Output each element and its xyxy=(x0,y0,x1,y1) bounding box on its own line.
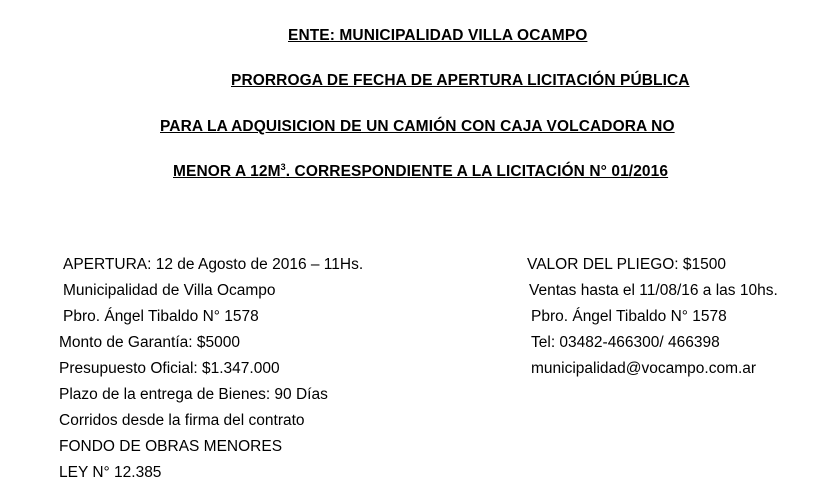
header-correspondiente xyxy=(173,163,668,181)
valor-pliego-text: VALOR DEL PLIEGO: $1500 xyxy=(527,256,727,273)
header-prorroga: PRORROGA DE FECHA DE APERTURA LICITACIÓN PÚBLICA xyxy=(231,72,690,89)
header-menor-text: MENOR A 12M xyxy=(173,163,281,180)
apertura-text: APERTURA: 12 de Agosto de 2016 – 11Hs. xyxy=(63,256,364,273)
garantia-text: Monto de Garantía: $5000 xyxy=(59,334,240,351)
presupuesto-text: Presupuesto Oficial: $1.347.000 xyxy=(59,360,280,377)
corridos-text: Corridos desde la firma del contrato xyxy=(59,412,305,429)
ventas-text: Ventas hasta el 11/08/16 a las 10hs. xyxy=(529,282,778,299)
header-superscript: 3 xyxy=(280,161,286,172)
telefono-text: Tel: 03482-466300/ 466398 xyxy=(531,334,720,351)
header-licitacion-text: . CORRESPONDIENTE A LA LICITACIÓN N° 01/2016 xyxy=(285,163,669,180)
direccion-left-text: Pbro. Ángel Tibaldo N° 1578 xyxy=(63,308,259,325)
direccion-right-text: Pbro. Ángel Tibaldo N° 1578 xyxy=(531,308,727,325)
ley-text: LEY N° 12.385 xyxy=(59,464,162,481)
municipalidad-text: Municipalidad de Villa Ocampo xyxy=(63,282,276,299)
header-adquisicion: PARA LA ADQUISICION DE UN CAMIÓN CON CAJA VOLCADORA NO xyxy=(160,118,675,135)
plazo-text: Plazo de la entrega de Bienes: 90 Días xyxy=(59,386,328,403)
header-entity: ENTE: MUNICIPALIDAD VILLA OCAMPO xyxy=(288,27,588,44)
email-text: municipalidad@vocampo.com.ar xyxy=(531,360,757,377)
fondo-text: FONDO DE OBRAS MENORES xyxy=(59,438,283,455)
